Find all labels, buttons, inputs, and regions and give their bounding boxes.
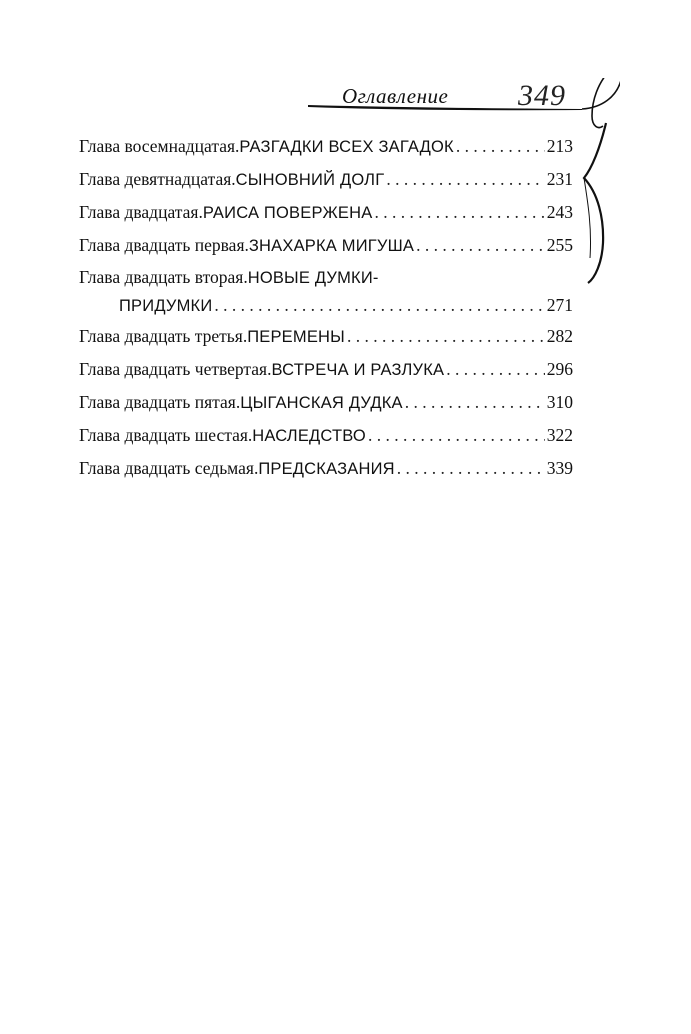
toc-entry xyxy=(79,163,573,196)
dot-leader xyxy=(405,386,545,419)
toc-entry xyxy=(79,386,573,419)
dot-leader xyxy=(368,419,545,452)
toc-chapter-title: СЫНОВНИЙ ДОЛГ xyxy=(235,171,385,189)
toc-page-number: 339 xyxy=(546,458,573,478)
toc-page-number: 231 xyxy=(546,169,573,189)
toc-entry xyxy=(79,229,573,262)
toc-chapter-label: Глава двадцать первая. xyxy=(79,235,249,255)
toc-page-number: 322 xyxy=(546,425,573,445)
table-of-contents xyxy=(79,130,573,485)
toc-entry xyxy=(79,320,573,353)
toc-chapter-label: Глава девятнадцатая. xyxy=(79,169,236,189)
running-header xyxy=(300,78,600,118)
toc-chapter-title: ПРЕДСКАЗАНИЯ xyxy=(258,460,395,478)
dot-leader xyxy=(456,130,545,163)
dot-leader xyxy=(214,290,544,320)
toc-page-number: 296 xyxy=(546,359,573,379)
toc-page-number: 243 xyxy=(546,202,573,222)
header-title: Оглавление xyxy=(342,84,449,108)
toc-chapter-title: ПЕРЕМЕНЫ xyxy=(247,328,345,346)
toc-entry xyxy=(79,419,573,452)
toc-chapter-title: НОВЫЕ ДУМКИ- xyxy=(247,269,379,287)
header-page-number: 349 xyxy=(518,79,566,112)
dot-leader xyxy=(374,196,544,229)
toc-entry xyxy=(79,262,573,290)
toc-chapter-label: Глава двадцатая. xyxy=(79,202,203,222)
toc-chapter-title-continued: ПРИДУМКИ xyxy=(119,297,213,315)
toc-page-number: 255 xyxy=(546,235,573,255)
toc-chapter-label: Глава двадцать четвертая. xyxy=(79,359,272,379)
toc-chapter-label: Глава двадцать шестая. xyxy=(79,425,253,445)
dot-leader xyxy=(446,353,544,386)
toc-chapter-label: Глава двадцать вторая. xyxy=(79,267,248,287)
toc-page-number: 271 xyxy=(546,295,573,315)
toc-chapter-label: Глава двадцать пятая. xyxy=(79,392,241,412)
toc-entry xyxy=(79,452,573,485)
toc-chapter-title: НАСЛЕДСТВО xyxy=(252,427,366,445)
toc-entry xyxy=(79,196,573,229)
toc-chapter-title: РАЗГАДКИ ВСЕХ ЗАГАДОК xyxy=(239,138,454,156)
dot-leader xyxy=(416,229,545,262)
dot-leader xyxy=(386,163,544,196)
toc-chapter-title: ВСТРЕЧА И РАЗЛУКА xyxy=(271,361,445,379)
toc-page-number: 310 xyxy=(546,392,573,412)
toc-chapter-label: Глава двадцать третья. xyxy=(79,326,248,346)
toc-page-number: 213 xyxy=(546,136,573,156)
toc-chapter-title: ЗНАХАРКА МИГУША xyxy=(248,237,415,255)
toc-entry-continuation xyxy=(79,290,573,320)
toc-chapter-label: Глава восемнадцатая. xyxy=(79,136,240,156)
toc-chapter-label: Глава двадцать седьмая. xyxy=(79,458,259,478)
toc-entry xyxy=(79,353,573,386)
toc-page-number: 282 xyxy=(546,326,573,346)
toc-chapter-title: ЦЫГАНСКАЯ ДУДКА xyxy=(240,394,403,412)
toc-chapter-title: РАИСА ПОВЕРЖЕНА xyxy=(202,204,373,222)
dot-leader xyxy=(347,320,545,353)
toc-entry xyxy=(79,130,573,163)
dot-leader xyxy=(397,452,545,485)
